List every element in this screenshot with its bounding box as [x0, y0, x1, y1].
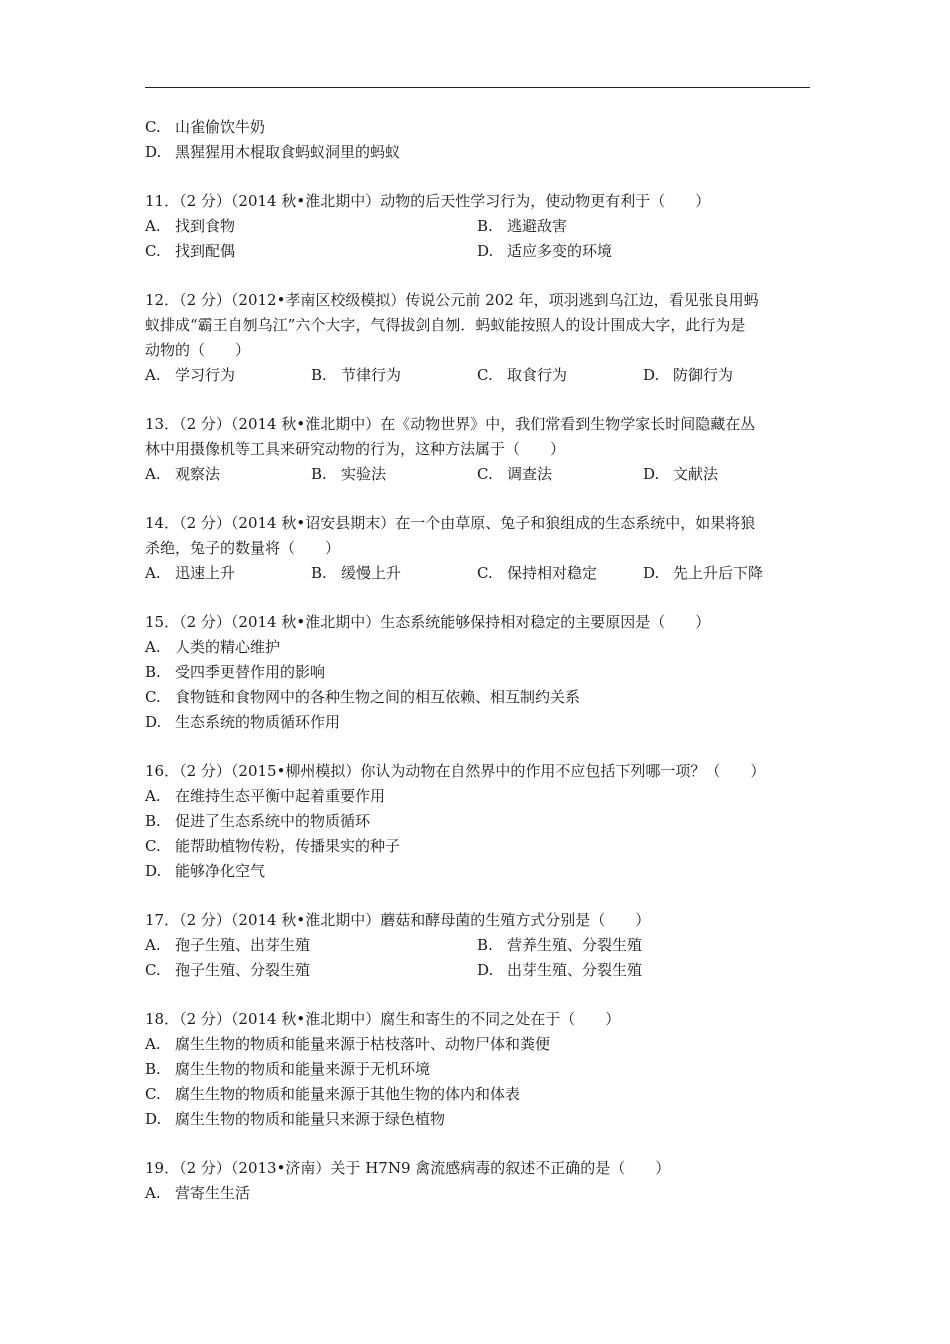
option-row [145, 363, 810, 388]
option: D. 腐生生物的物质和能量只来源于绿色植物 [145, 1110, 446, 1128]
question-15 [145, 610, 810, 735]
option: D. 能够净化空气 [145, 862, 266, 880]
option: C. 能帮助植物传粉，传播果实的种子 [145, 837, 401, 855]
option: D. 适应多变的环境 [477, 242, 613, 260]
question-stem: 19．（2 分）（2013•济南）关于 H7N9 禽流感病毒的叙述不正确的是（ ） [145, 1159, 671, 1177]
question-17 [145, 908, 810, 983]
question-11 [145, 189, 810, 264]
question-stem: 动物的（ ） [145, 341, 251, 359]
option: C. 调查法 [477, 465, 553, 483]
question-stem: 杀绝，兔子的数量将（ ） [145, 539, 341, 557]
option: D. 生态系统的物质循环作用 [145, 713, 341, 731]
option: C. 山雀偷饮牛奶 [145, 118, 266, 136]
question-list [145, 115, 810, 1206]
question-19 [145, 1156, 810, 1206]
option: A. 观察法 [145, 465, 221, 483]
question-14 [145, 511, 810, 586]
question-stem: 12．（2 分）（2012•孝南区校级模拟）传说公元前 202 年，项羽逃到乌江边，看见张良用蚂 [145, 291, 759, 309]
option-row [145, 214, 810, 239]
option: A. 孢子生殖、出芽生殖 [145, 936, 311, 954]
option-row [145, 239, 810, 264]
option: C. 找到配偶 [145, 242, 236, 260]
question-16 [145, 759, 810, 884]
question-stem: 17．（2 分）（2014 秋•淮北期中）蘑菇和酵母菌的生殖方式分别是（ ） [145, 911, 651, 929]
question-stem: 18．（2 分）（2014 秋•淮北期中）腐生和寄生的不同之处在于（ ） [145, 1010, 621, 1028]
option: D. 黑猩猩用木棍取食蚂蚁洞里的蚂蚁 [145, 143, 401, 161]
option-row [145, 462, 810, 487]
option: D. 防御行为 [643, 366, 734, 384]
option: B. 实验法 [311, 465, 387, 483]
option: A. 学习行为 [145, 366, 236, 384]
option: A. 人类的精心维护 [145, 638, 281, 656]
question-stem: 11．（2 分）（2014 秋•淮北期中）动物的后天性学习行为，使动物更有利于（ ） [145, 192, 711, 210]
option: D. 出芽生殖、分裂生殖 [477, 961, 643, 979]
question-stem: 13．（2 分）（2014 秋•淮北期中）在《动物世界》中，我们常看到生物学家长时间隐藏在丛 [145, 415, 756, 433]
option: A. 在维持生态平衡中起着重要作用 [145, 787, 386, 805]
option: D. 文献法 [643, 465, 719, 483]
question-stem: 15．（2 分）（2014 秋•淮北期中）生态系统能够保持相对稳定的主要原因是（ ） [145, 613, 711, 631]
question-stem: 蚁排成“霸王自刎乌江”六个大字，气得拔剑自刎．蚂蚁能按照人的设计围成大字，此行为是 [145, 316, 746, 334]
option: B. 营养生殖、分裂生殖 [477, 936, 643, 954]
option: C. 保持相对稳定 [477, 564, 598, 582]
question-12 [145, 288, 810, 388]
option: A. 找到食物 [145, 217, 236, 235]
option-row [145, 933, 810, 958]
question-stem: 林中用摄像机等工具来研究动物的行为，这种方法属于（ ） [145, 440, 566, 458]
question-stem: 16．（2 分）（2015•柳州模拟）你认为动物在自然界中的作用不应包括下列哪一项？（ ） [145, 762, 766, 780]
option: A. 腐生生物的物质和能量来源于枯枝落叶、动物尸体和粪便 [145, 1035, 551, 1053]
header-rule [145, 87, 810, 88]
option: A. 营寄生生活 [145, 1184, 251, 1202]
option: D. 先上升后下降 [643, 564, 764, 582]
option-row [145, 561, 810, 586]
option: B. 促进了生态系统中的物质循环 [145, 812, 371, 830]
option-row [145, 958, 810, 983]
option: C. 腐生生物的物质和能量来源于其他生物的体内和体表 [145, 1085, 521, 1103]
option: C. 取食行为 [477, 366, 568, 384]
option: B. 节律行为 [311, 366, 402, 384]
option: B. 缓慢上升 [311, 564, 402, 582]
question-13 [145, 412, 810, 487]
option: B. 逃避敌害 [477, 217, 568, 235]
question-10-continued [145, 115, 810, 165]
option: B. 受四季更替作用的影响 [145, 663, 326, 681]
question-18 [145, 1007, 810, 1132]
question-stem: 14．（2 分）（2014 秋•诏安县期末）在一个由草原、兔子和狼组成的生态系统中，如果将狼 [145, 514, 756, 532]
option: A. 迅速上升 [145, 564, 236, 582]
option: B. 腐生生物的物质和能量来源于无机环境 [145, 1060, 431, 1078]
option: C. 孢子生殖、分裂生殖 [145, 961, 311, 979]
option: C. 食物链和食物网中的各种生物之间的相互依赖、相互制约关系 [145, 688, 581, 706]
